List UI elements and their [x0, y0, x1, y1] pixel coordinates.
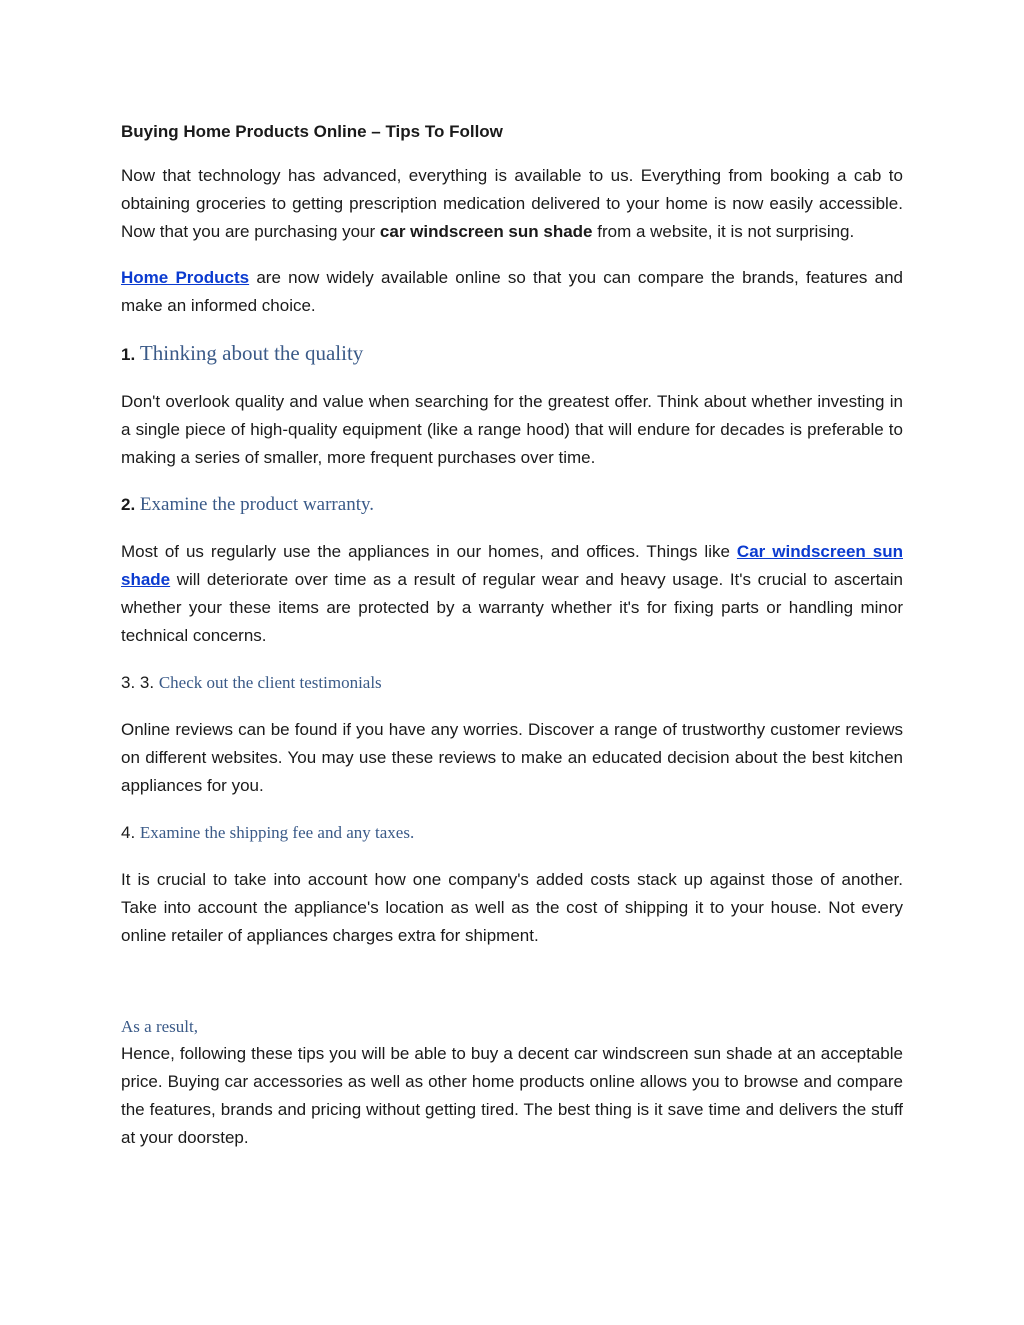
conclusion-title: As a result, [121, 1017, 198, 1036]
section-4-body: It is crucial to take into account how one company's added costs stack up against those of another. Take into account the appliance's location as well as the cost of shipping it to your house. Not every online retailer of appliances charges extra for shipment. [121, 870, 903, 945]
section-2-heading [121, 490, 903, 520]
section-2-title: Examine the product warranty. [139, 494, 374, 515]
section-2-body [121, 538, 903, 650]
section-2-body-part2: will deteriorate over time as a result of regular wear and heavy usage. It's crucial to ascertain whether your these items are protected by a warranty whether it's for fixing parts or handling minor technical concerns. [121, 570, 903, 645]
section-3-heading [121, 668, 903, 698]
car-windscreen-link[interactable]: Car windscreen sun shade [121, 542, 903, 589]
home-products-text: are now widely available online so that you can compare the brands, features and make an informed choice. [121, 268, 903, 315]
conclusion-body: Hence, following these tips you will be able to buy a decent car windscreen sun shade at an acceptable price. Buying car accessories as well as other home products online allows you to browse and compare the features, brands and pricing without getting tired. The best thing is it save time and delivers the stuff at your doorstep. [121, 1044, 903, 1147]
intro-keyword: car windscreen sun shade [379, 222, 593, 241]
intro-text-part1: Now that technology has advanced, everything is available to us. Everything from booking a cab to obtaining groceries to getting prescription medication delivered to your home is now easily accessible. Now that you are purchasing your [121, 166, 903, 241]
section-3-title: Check out the client testimonials [158, 673, 382, 692]
section-1-body: Don't overlook quality and value when searching for the greatest offer. Think about whether investing in a single piece of high-quality equipment (like a range hood) that will endure for decades is preferable to making a series of smaller, more frequent purchases over time. [121, 392, 903, 467]
section-3-number: 3. 3. [121, 673, 155, 692]
section-4-heading [121, 818, 903, 848]
section-2-body-part1: Most of us regularly use the appliances in our homes, and offices. Things like [121, 542, 737, 561]
home-products-paragraph [121, 264, 903, 320]
section-1-title: Thinking about the quality [139, 341, 364, 365]
intro-text-part2: from a website, it is not surprising. [592, 222, 855, 241]
intro-paragraph [121, 162, 903, 246]
document-title: Buying Home Products Online – Tips To Follow [121, 122, 503, 141]
section-4-number: 4. [121, 823, 136, 842]
conclusion-heading [121, 1014, 903, 1040]
document-page [121, 112, 903, 1170]
section-3-body: Online reviews can be found if you have any worries. Discover a range of trustworthy customer reviews on different websites. You may use these reviews to make an educated decision about the best kitchen appliances for you. [121, 720, 903, 795]
section-4-title: Examine the shipping fee and any taxes. [139, 823, 415, 842]
home-products-link[interactable]: Home Products [121, 268, 250, 287]
section-1-heading [121, 338, 903, 370]
section-1-number: 1. [121, 345, 136, 364]
section-2-number: 2. [121, 495, 136, 514]
